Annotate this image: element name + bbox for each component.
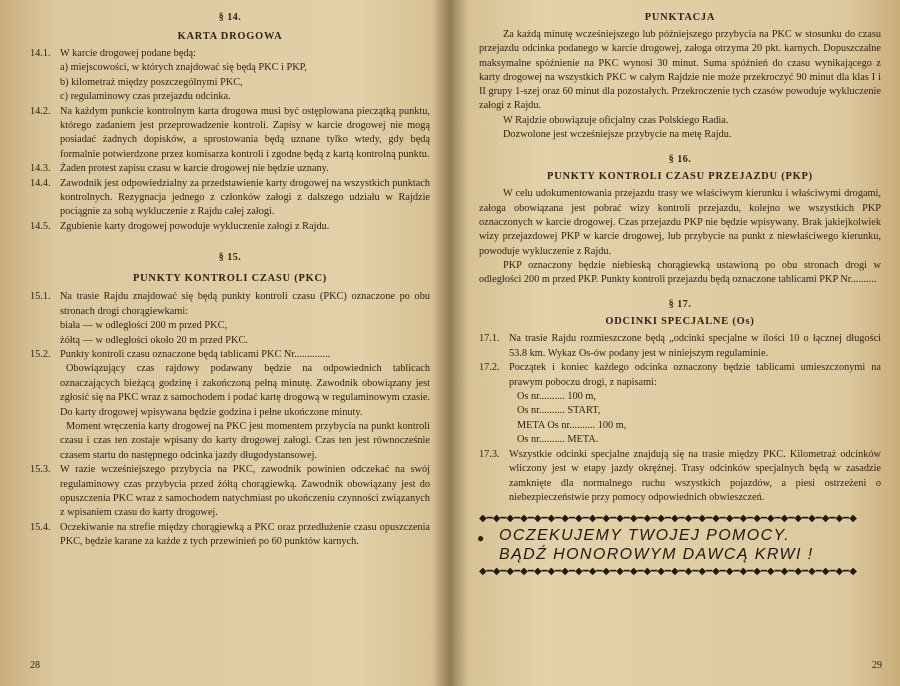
item-15-4: 15.4. Oczekiwanie na strefie między chorągiewką a PKC oraz przedłużenie czasu opuszczenia PKC, będzie karane za każde z tych przewinień po 60 punktów karnych. xyxy=(30,521,430,548)
section-17-title: ODCINKI SPECJALNE (Os) xyxy=(605,316,755,328)
punktacja-paragraph-1: Za każdą minutę wcześniejszego lub późniejszego przybycia na PKC w stosunku do czasu przejazdu odcinka podanego w karcie drogowej, załoga otrzyma 20 pkt. karnych. Dopuszczalne maksymalne spóźnienie na PKC wynosi 30 minut. Suma spóźnień do czasu wynikającego z karty drogowej na wszystkich PKC w całym Rajdzie nie może przekroczyć 90 minut dla klas I i II grupy 1-szej oraz 60 minut dla pozostałych. Przekroczenie tych czasów powoduje wykluczenie załogi z Rajdu. xyxy=(479,29,881,112)
item-15-1: 15.1. Na trasie Rajdu znajdować się będą punkty kontroli czasu (PKC) oznaczone po obu stronach drogi chorągiewkami: biała — w odległości 200 m przed PKC, żółtą — w odległości około 20 m przed PKC. xyxy=(30,291,430,346)
section-16-number: § 16. xyxy=(668,154,692,166)
appeal-box xyxy=(479,513,881,577)
item-17-1: 17.1. Na trasie Rajdu rozmieszczone będą „odcinki specjalne w ilości 10 o łącznej długości 53.8 km. Wykaz Os-ów podany jest w niniejszym regulaminie. xyxy=(479,333,881,359)
page-number-right: 29 xyxy=(872,660,882,671)
item-15-2: 15.2. Punkty kontroli czasu oznaczone będą tablicami PKC Nr.............. Obowiązujący czas rajdowy podawany będzie na odpowiednich tablicach oznaczających bieżącą godzinę i zakończoną pełną minutę. Zawodnik obowiązany jest zgłosić się na PKC wraz z samochodem i podać kartę drogową w regulaminowym czasie. Do karty drogowej wpisywana będzie godzina i pełne ukończone minuty. Moment wręczenia karty drogowej na PKC jest momentem przybycia na punkt kontroli czasu i czas ten zostaje wpisany do karty drogowej załogi. Czas ten jest równocześnie czasem startu do następnego odcinka jazdy długodystansowej. xyxy=(30,348,430,461)
section-15-number: § 15. xyxy=(218,252,242,264)
item-17-2: 17.2. Początek i koniec każdego odcinka oznaczony będzie tablicami umieszczonymi na prawym poboczu drogi, z napisami: Os nr.......... 100 m, Os nr.......... START, META Os nr.......... 100 m, Os nr.......... META. xyxy=(479,362,881,446)
decorative-border-top: ◆━◆━◆━◆━◆━◆━◆━◆━◆━◆━◆━◆━◆━◆━◆━◆━◆━◆━◆━◆━◆━◆━◆━◆━◆━◆━◆━◆ xyxy=(479,513,857,525)
left-page xyxy=(0,0,449,686)
page-number-left: 28 xyxy=(30,660,40,671)
bullet-icon: ● xyxy=(477,531,485,546)
section-14-title: KARTA DROGOWA xyxy=(177,31,283,42)
section-16-paragraph-1: W celu udokumentowania przejazdu trasy we właściwym kierunku i właściwymi drogami, załoga obowiązana jest pobrać wizy kontroli przejazdu, kolejno we wszystkich PKP oznaczonych w karcie drogowej. Czas przejazdu PKP nie będzie wpisywany. Brak jakiejkolwiek wizy przejazdowej PKP w karcie drogowej, lub przybycie na punkt z niewłaściwego kierunku, powoduje wykluczenie z Rajdu. xyxy=(479,188,881,257)
section-16-title: PUNKTY KONTROLI CZASU PRZEJAZDU (PKP) xyxy=(547,171,813,183)
item-14-2: 14.2. Na każdym punkcie kontrolnym karta drogowa musi być ostęplowana pieczątką punktu, którego zadaniem jest przeprowadzenie kontroli. Zapisy w karcie drogowej nie mogą posiadać żadnych dopisków, a sprostowania będą uznane tylko wtedy, gdy będą formalnie potwierdzone przez komisarza kontroli i zgodne będą z kartą kontrolną punktu. xyxy=(30,105,430,160)
punktacja-paragraph-3: Dozwolone jest wcześniejsze przybycie na metę Rajdu. xyxy=(503,129,732,141)
decorative-border-bottom: ◆━◆━◆━◆━◆━◆━◆━◆━◆━◆━◆━◆━◆━◆━◆━◆━◆━◆━◆━◆━◆━◆━◆━◆━◆━◆━◆━◆ xyxy=(479,566,857,578)
section-14-number: § 14. xyxy=(218,12,242,23)
item-14-3: 14.3. Żaden protest zapisu czasu w karcie drogowej nie będzie uznany. xyxy=(30,163,329,175)
item-14-1: 14.1. W karcie drogowej podane będą: a) miejscowości, w których znajdować się będą PKC i PKP, b) kilometraż między poszczególnymi PKC, c) regulaminowy czas przejazdu odcinka. xyxy=(30,48,307,103)
section-15-title: PUNKTY KONTROLI CZASU (PKC) xyxy=(132,273,328,285)
appeal-line-2: BĄDŹ HONOROWYM DAWCĄ KRWI ! xyxy=(499,546,814,564)
section-17-number: § 17. xyxy=(668,299,692,311)
punktacja-title: PUNKTACJA xyxy=(644,12,716,23)
item-14-4: 14.4. Zawodnik jest odpowiedzialny za przedstawienie karty drogowej na wszystkich punktach kontrolnych. Rezygnacja jednego z członków załogi z dalszego udziału w Rajdzie pociągnie za sobą wykluczenie z Rajdu całej załogi. xyxy=(30,177,430,218)
punktacja-paragraph-2: W Rajdzie obowiązuje oficjalny czas Polskiego Radia. xyxy=(503,114,729,126)
right-page xyxy=(451,0,900,686)
item-15-3: 15.3. W razie wcześniejszego przybycia na PKC, zawodnik powinien odczekać na swój regulaminowy czas przybycia przed żółtą chorągiewką. Zawodnik obowiązany jest do opuszczenia PKC wraz z samochodem natychmiast po ukończeniu czynności związanych z wpisaniem czasu do karty drogowej. xyxy=(30,464,430,519)
appeal-line-1: OCZEKUJEMY TWOJEJ POMOCY. xyxy=(499,527,791,545)
item-14-5: 14.5. Zgubienie karty drogowej powoduje wykluczenie załogi z Rajdu. xyxy=(30,220,330,232)
section-16-paragraph-2: PKP oznaczony będzie niebieską chorągiewką ustawioną po obu stronach drogi w odległości 200 m przed PKP. Punkty kontroli przejazdu będą oznaczone tablicami PKP Nr.......... xyxy=(479,259,881,286)
item-17-3: 17.3. Wszystkie odcinki specjalne znajdują się na trasie między PKC. Kilometraż odcinków wliczony jest w etapy jazdy okrężnej. Trasy odcinków specjalnych będą w zasadzie zamknięte dla normalnego ruchu wszystkich pojazdów, a piesi ostrzeżeni o niebezpieczeństwie przy pomocy odpowiednich obwieszczeń. xyxy=(479,448,881,503)
